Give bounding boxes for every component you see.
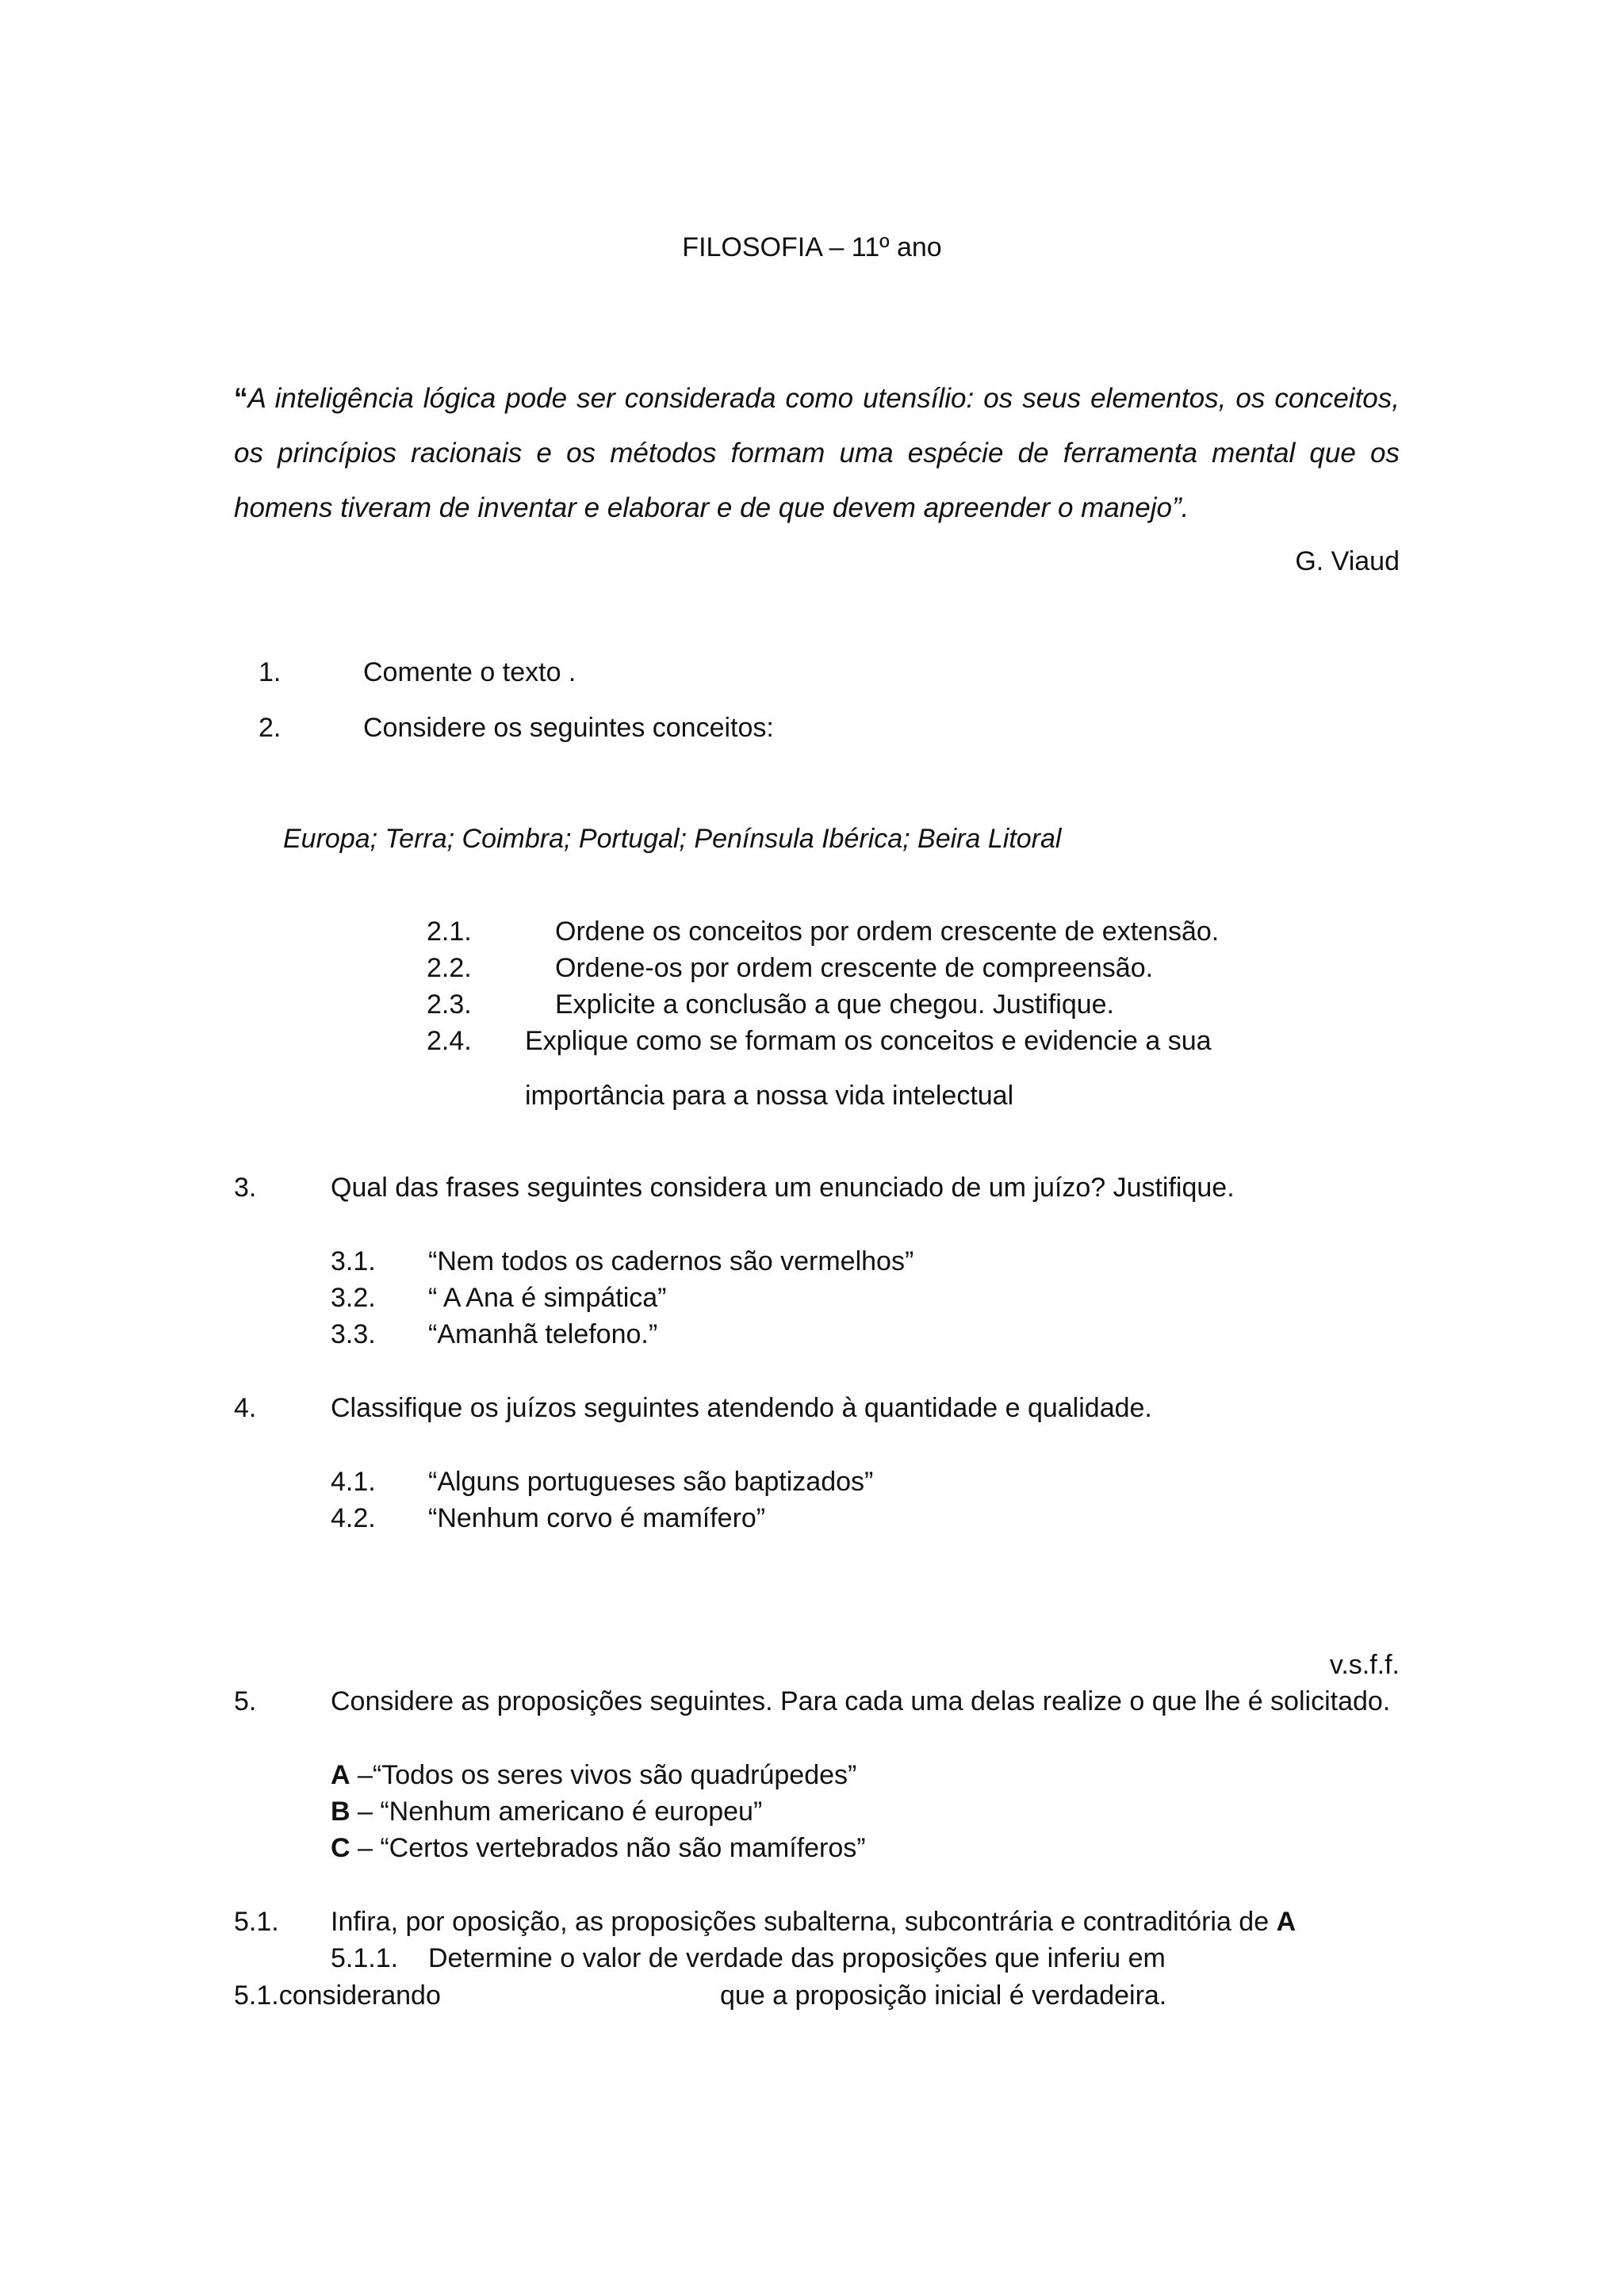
- quote-author: G. Viaud: [1295, 546, 1400, 576]
- q2-2-text: Ordene-os por ordem crescente de compreensão.: [555, 953, 1154, 983]
- proposition-c: [331, 1832, 866, 1865]
- q5-1-1-cont-a: 5.1.considerando: [234, 1980, 441, 2011]
- quote-text: A inteligência lógica pode ser considerada como utensílio: os seus elementos, os conceitos, os princípios racionais e os métodos formam uma espécie de ferramenta mental que os homens tiveram de inventar e elaborar e de que devem apreender o manejo”.: [234, 383, 1400, 523]
- continue-overleaf-note: v.s.f.f.: [1329, 1650, 1400, 1680]
- q5-number: 5.: [234, 1686, 257, 1716]
- q2-4-text-cont: importância para a nossa vida intelectual: [525, 1081, 1014, 1111]
- proposition-c-letter: C: [331, 1833, 350, 1863]
- proposition-b-letter: B: [331, 1797, 350, 1827]
- q4-text: Classifique os juízos seguintes atendendo à quantidade e qualidade.: [331, 1393, 1152, 1423]
- q5-1-1-cont-b: que a proposição inicial é verdadeira.: [720, 1980, 1167, 2011]
- q2-3-text: Explicite a conclusão a que chegou. Justifique.: [555, 989, 1115, 1020]
- q5-1-1-number: 5.1.1.: [331, 1943, 399, 1973]
- q1-number: 1.: [259, 657, 282, 687]
- epigraph-quote: [234, 371, 1400, 535]
- proposition-c-text: – “Certos vertebrados não são mamíferos”: [350, 1833, 866, 1863]
- q3-text: Qual das frases seguintes considera um enunciado de um juízo? Justifique.: [331, 1173, 1235, 1203]
- q2-4-number: 2.4.: [427, 1026, 472, 1056]
- quote-open-mark: “: [234, 383, 248, 414]
- q3-3-text: “Amanhã telefono.”: [428, 1319, 658, 1349]
- proposition-a-letter: A: [331, 1760, 350, 1790]
- page-title: FILOSOFIA – 11º ano: [682, 232, 942, 262]
- proposition-a-text: –“Todos os seres vivos são quadrúpedes”: [350, 1760, 857, 1790]
- q3-number: 3.: [234, 1173, 257, 1203]
- q4-2-number: 4.2.: [331, 1503, 376, 1533]
- concepts-list: Europa; Terra; Coimbra; Portugal; Península Ibérica; Beira Litoral: [283, 824, 1062, 854]
- q5-1-number: 5.1.: [234, 1907, 279, 1937]
- proposition-b-text: – “Nenhum americano é europeu”: [350, 1797, 763, 1827]
- q2-3-number: 2.3.: [427, 989, 472, 1020]
- q2-4-text: Explique como se formam os conceitos e evidencie a sua: [525, 1026, 1212, 1056]
- q3-1-text: “Nem todos os cadernos são vermelhos”: [428, 1246, 914, 1276]
- q4-1-number: 4.1.: [331, 1467, 376, 1497]
- q4-number: 4.: [234, 1393, 257, 1423]
- q3-1-number: 3.1.: [331, 1246, 376, 1276]
- q1-text: Comente o texto .: [363, 657, 576, 687]
- q5-1-1-text: Determine o valor de verdade das proposições que inferiu em: [428, 1943, 1166, 1973]
- q5-1-text: [331, 1906, 1296, 1938]
- q2-2-number: 2.2.: [427, 953, 472, 983]
- q2-number: 2.: [259, 713, 282, 743]
- q5-text: Considere as proposições seguintes. Para cada uma delas realize o que lhe é solicitado.: [331, 1686, 1391, 1716]
- q3-3-number: 3.3.: [331, 1319, 376, 1349]
- q2-1-text: Ordene os conceitos por ordem crescente de extensão.: [555, 916, 1220, 947]
- q3-2-text: “ A Ana é simpática”: [428, 1283, 667, 1313]
- proposition-a: [331, 1759, 856, 1792]
- q4-1-text: “Alguns portugueses são baptizados”: [428, 1467, 874, 1497]
- q2-text: Considere os seguintes conceitos:: [363, 713, 774, 743]
- q5-1-text-bold: A: [1276, 1907, 1297, 1937]
- q4-2-text: “Nenhum corvo é mamífero”: [428, 1503, 766, 1533]
- q5-1-text-main: Infira, por oposição, as proposições subalterna, subcontrária e contraditória de: [331, 1907, 1277, 1937]
- proposition-b: [331, 1796, 762, 1828]
- q2-1-number: 2.1.: [427, 916, 472, 947]
- q3-2-number: 3.2.: [331, 1283, 376, 1313]
